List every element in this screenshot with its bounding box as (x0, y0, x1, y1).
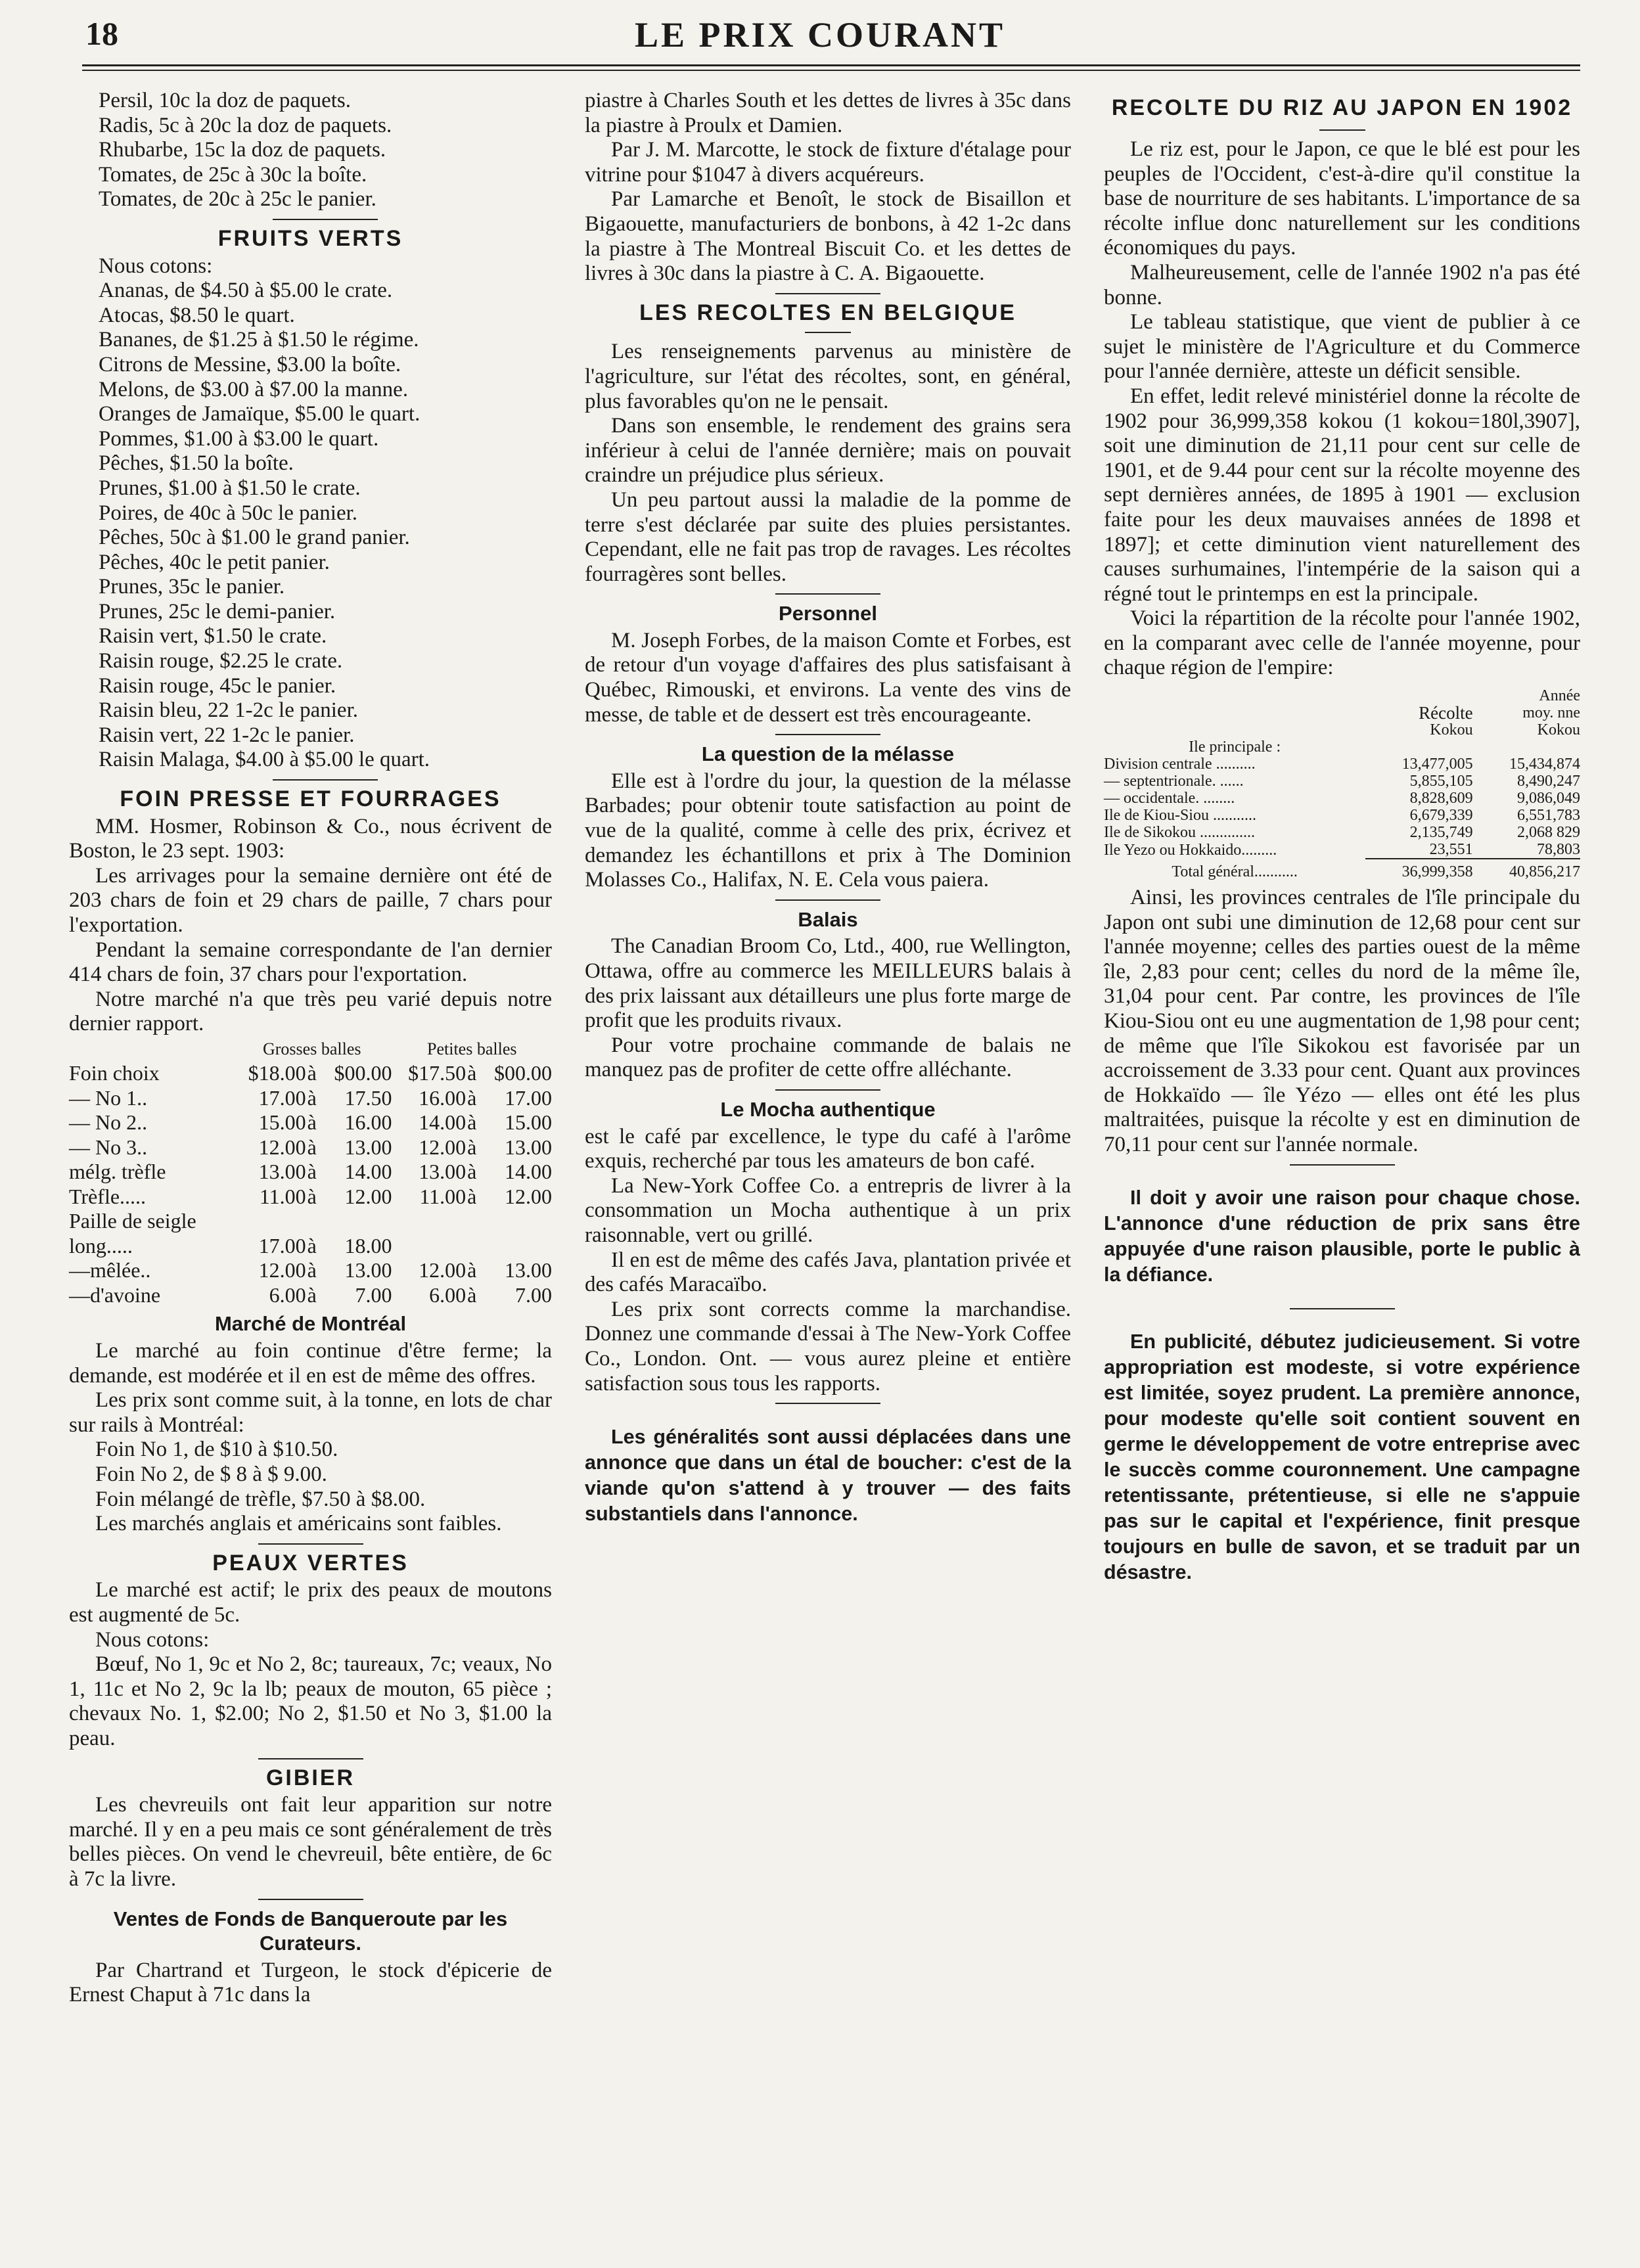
table-row (69, 1086, 552, 1111)
paragraph: Un peu partout aussi la maladie de la pomme de terre s'est déclarée par suite des pluies persistantes. Cependant, elle ne fait pas trop de ravages. Les récoltes fourragères sont belles. (585, 488, 1071, 586)
price-high (478, 1234, 552, 1259)
paragraph: Les prix sont corrects comme la marchandise. Donnez une commande d'essai à The New-York Coffee Co., London. Ont. — vous aurez pleine et entière satisfaction sous tous les rapports. (585, 1297, 1071, 1395)
foin-section (69, 787, 552, 2008)
paragraph: The Canadian Broom Co, Ltd., 400, rue Wellington, Ottawa, offre au commerce les MEILLEURS balais à des prix laissant aux détailleurs une plus forte marge de profit que les produits rivaux. (585, 934, 1071, 1033)
table-row (69, 1258, 552, 1283)
table-row (69, 1160, 552, 1185)
price-low: 11.00 (259, 1184, 306, 1208)
vegetable-list (99, 89, 552, 212)
column-1 (69, 89, 552, 2008)
region-label: Ile principale : (1189, 738, 1281, 756)
price-low: 11.00 (419, 1184, 467, 1208)
section-heading-gibier: GIBIER (265, 1765, 355, 1790)
table-row (69, 1185, 552, 1210)
paragraph: En effet, ledit relevé ministériel donne la récolte de 1902 pour 36,999,358 kokou (1 kokou=180l,3907], soit une diminution de 21,11 pour cent sur celle de 1901, et de 9.44 pour cent sur la récolte moyenne des sept dernières années, de 1895 à 1901 — exclusion faite pour les deux mauvaises années de 1898 et 1897]; et cette diminution vient naturellement des causes surhumaines, l'intempérie de la saison qui a régné tout le printemps en est la principale. (1104, 384, 1580, 606)
price-low: 12.00 (419, 1135, 467, 1159)
column-2 (585, 89, 1071, 1547)
table-row (69, 1135, 552, 1160)
separator (1290, 1308, 1395, 1309)
price-low: 13.00 (258, 1160, 306, 1184)
price-high: 12.00 (344, 1184, 392, 1208)
paragraph: Les arrivages pour la semaine dernière ont été de 203 chars de foin et 29 chars de paille, 7 chars pour l'exportation. (69, 863, 552, 937)
separator (258, 1543, 363, 1545)
row-label: —mêlée.. (69, 1258, 151, 1282)
header-rule-bottom (82, 70, 1580, 71)
table-header (69, 1037, 552, 1062)
region-label: — occidentale. ........ (1104, 790, 1235, 807)
price-low: 13.00 (419, 1160, 467, 1184)
list-item: Pêches, 40c le petit panier. (99, 550, 330, 574)
list-item: Foin mélangé de trèfle, $7.50 à $8.00. (95, 1487, 426, 1511)
region-value: 8,828,609 (1409, 790, 1473, 807)
list-item: Foin No 2, de $ 8 à $ 9.00. (95, 1463, 327, 1487)
price-high: 12.00 (505, 1184, 552, 1208)
section-heading-mocha: Le Mocha authentique (720, 1097, 936, 1121)
row-label: —d'avoine (69, 1282, 161, 1307)
page-number: 18 (85, 15, 118, 52)
table-total-row (1104, 859, 1580, 880)
table-row (1104, 790, 1580, 807)
to-word: à (307, 1061, 317, 1085)
separator (805, 332, 851, 333)
paragraph: Pendant la semaine correspondante de l'an dernier 414 chars de foin, 37 chars pour l'exportation. (69, 938, 552, 987)
paragraph: Il en est de même des cafés Java, plantation privée et des cafés Maracaïbo. (585, 1248, 1071, 1297)
to-word: à (307, 1085, 317, 1110)
paragraph: Les prix sont comme suit, à la tonne, en lots de char sur rails à Montréal: (69, 1388, 552, 1437)
price-high: 7.00 (355, 1282, 392, 1307)
row-label: — No 1.. (69, 1085, 148, 1110)
list-item: Ananas, de $4.50 à $5.00 le crate. (99, 279, 393, 303)
list-item: Atocas, $8.50 le quart. (99, 303, 295, 327)
hay-rows (69, 1061, 552, 1307)
list-item: Raisin bleu, 22 1-2c le panier. (99, 698, 358, 723)
paragraph: La New-York Coffee Co. a entrepris de livrer à la consommation un Mocha authentique à un prix raisonnable, vert ou grillé. (585, 1173, 1071, 1247)
price-high: $00.00 (334, 1061, 392, 1085)
unit-label: Kokou (1537, 721, 1580, 739)
list-item: Raisin Malaga, $4.00 à $5.00 le quart. (99, 748, 430, 772)
list-item: Poires, de 40c à 50c le panier. (99, 501, 358, 525)
table-row (1104, 841, 1580, 859)
list-item: Tomates, de 20c à 25c le panier. (99, 187, 376, 212)
separator (273, 219, 378, 220)
to-word: à (307, 1184, 317, 1208)
row-label: Foin choix (69, 1061, 160, 1085)
list-item: Foin No 1, de $10 à $10.50. (95, 1438, 338, 1462)
separator (273, 779, 378, 781)
paragraph: Voici la répartition de la récolte pour l'année 1902, en la comparant avec celle de l'année moyenne, pour chaque région de l'empire: (1104, 606, 1580, 680)
table-row (69, 1110, 552, 1135)
to-word: à (467, 1061, 477, 1085)
paragraph: Nous cotons: (95, 1627, 210, 1652)
list-item: Pêches, $1.50 la boîte. (99, 451, 294, 476)
separator (775, 1403, 880, 1404)
price-low: 6.00 (429, 1282, 467, 1307)
column-header: Année (1539, 687, 1580, 705)
table-row (1104, 773, 1580, 790)
region-label: — septentrionale. ...... (1104, 773, 1244, 790)
paragraph: Les chevreuils ont fait leur apparition sur notre marché. Il y en a peu mais ce sont généralement de très belles pièces. On vend le chevreuil, bête entière, de 6c à 7c la livre. (69, 1793, 552, 1891)
price-high: 14.00 (344, 1160, 392, 1184)
price-high (478, 1209, 552, 1234)
column-header: Petites balles (427, 1039, 517, 1058)
list-item: Prunes, $1.00 à $1.50 le crate. (99, 476, 361, 500)
total-value: 36,999,358 (1365, 859, 1472, 880)
section-heading-belgique: LES RECOLTES EN BELGIQUE (639, 300, 1016, 325)
price-high: 18.00 (344, 1233, 392, 1258)
table-row (69, 1234, 552, 1259)
separator (1290, 1164, 1395, 1166)
table-header (1104, 687, 1580, 704)
section-heading-riz: RECOLTE DU RIZ AU JAPON EN 1902 (1111, 95, 1573, 120)
to-word: à (467, 1085, 477, 1110)
list-item: Raisin rouge, $2.25 le crate. (99, 649, 343, 673)
table-row (1104, 807, 1580, 824)
list-item: Prunes, 25c le demi-panier. (99, 599, 336, 624)
paragraph: Le riz est, pour le Japon, ce que le blé est pour les peuples de l'Occident, c'est-à-dire qu'il constitue la base de nourriture de ses habitants. L'importance de sa récolte influe donc naturellement sur les conditions économiques du pays. (1104, 137, 1580, 260)
list-item: Melons, de $3.00 à $7.00 la manne. (99, 377, 409, 401)
paragraph: MM. Hosmer, Robinson & Co., nous écrivent de Boston, le 23 sept. 1903: (69, 814, 552, 863)
price-high: 7.00 (515, 1282, 552, 1307)
row-label: — No 2.. (69, 1110, 148, 1135)
separator (775, 1089, 880, 1091)
column-header: moy. nne (1522, 704, 1580, 722)
price-low: $18.00 (248, 1061, 306, 1085)
row-label: mélg. trèfle (69, 1160, 166, 1184)
column-3 (1104, 89, 1580, 1606)
price-low: 12.00 (258, 1135, 306, 1159)
paragraph: Notre marché n'a que très peu varié depuis notre dernier rapport. (69, 987, 552, 1036)
separator (1319, 129, 1365, 131)
region-value: 5,855,105 (1409, 773, 1473, 790)
paragraph: Dans son ensemble, le rendement des grains sera inférieur à celui de l'année dernière; mais on pouvait craindre un préjudice plus sérieux. (585, 414, 1071, 488)
column-header: Récolte (1419, 703, 1473, 723)
region-value: 23,551 (1429, 841, 1473, 859)
region-value: 2,135,749 (1409, 824, 1473, 842)
to-word: à (467, 1110, 477, 1135)
section-heading-personnel: Personnel (779, 602, 877, 625)
price-high: 15.00 (505, 1110, 552, 1135)
row-label: long..... (69, 1233, 133, 1258)
price-high: 13.00 (505, 1135, 552, 1159)
row-label: Paille de seigle (69, 1209, 196, 1233)
list-item: Prunes, 35c le panier. (99, 575, 285, 599)
list-item: Bananes, de $1.25 à $1.50 le régime. (99, 328, 419, 352)
paragraph: Par Chartrand et Turgeon, le stock d'épicerie de Ernest Chaput à 71c dans la (69, 1958, 552, 2007)
table-row (69, 1061, 552, 1086)
hay-price-table (69, 1037, 552, 1308)
list-item: Citrons de Messine, $3.00 la boîte. (99, 352, 401, 376)
list-item: Radis, 5c à 20c la doz de paquets. (99, 113, 392, 137)
section-heading-balais: Balais (798, 907, 858, 931)
list-item: Oranges de Jamaïque, $5.00 le quart. (99, 402, 421, 426)
paragraph: Le marché au foin continue d'être ferme; la demande, est modérée et il en est de même des offres. (69, 1339, 552, 1388)
price-low: 14.00 (419, 1110, 467, 1135)
paragraph: Elle est à l'ordre du jour, la question de la mélasse Barbades; pour obtenir toute satisfaction au point de vue de la qualité, comme à celle des prix, écrivez et demandez les échantillons et prix à The Dominion Molasses Co., Halifax, N. E. Cela vous paiera. (585, 769, 1071, 892)
price-high: 13.00 (344, 1135, 392, 1159)
column-header: Grosses balles (263, 1039, 361, 1058)
list-item: Pêches, 50c à $1.00 le grand panier. (99, 526, 410, 550)
header-rule-top (82, 64, 1580, 66)
unit-label: Kokou (1430, 721, 1473, 739)
rice-table (1104, 687, 1580, 880)
paragraph: piastre à Charles South et les dettes de livres à 35c dans la piastre à Proulx et Damien. (585, 89, 1071, 137)
region-value: 15,434,874 (1509, 756, 1580, 773)
price-high (318, 1209, 392, 1234)
row-label: — No 3.. (69, 1135, 148, 1159)
list-item: Pommes, $1.00 à $3.00 le quart. (99, 426, 379, 451)
separator (775, 293, 880, 294)
to-word: à (307, 1135, 317, 1159)
price-high: 16.00 (344, 1110, 392, 1135)
price-high: 17.50 (344, 1085, 392, 1110)
region-label: Ile de Kiou-Siou ........... (1104, 807, 1256, 825)
table-header (1104, 704, 1580, 721)
rice-rows (1104, 738, 1580, 859)
region-label: Division centrale .......... (1104, 756, 1256, 773)
separator (258, 1758, 363, 1759)
separator (775, 734, 880, 735)
paragraph: Bœuf, No 1, 9c et No 2, 8c; taureaux, 7c; veaux, No 1, 11c et No 2, 9c la lb; peaux de mouton, 65 pièce ; chevaux No. 1, $2.00; No 2, $1.50 et No 3, $1.00 la peau. (69, 1652, 552, 1750)
price-low: 17.00 (258, 1233, 306, 1258)
to-word: à (307, 1233, 317, 1258)
section-heading-montreal: Marché de Montréal (214, 1312, 407, 1336)
region-value: 6,551,783 (1517, 807, 1580, 825)
section-heading-ventes: Ventes de Fonds de Banqueroute par les Curateurs. (113, 1907, 508, 1955)
region-value (1365, 738, 1472, 756)
fruits-list (99, 279, 552, 773)
price-low: $17.50 (408, 1061, 467, 1085)
region-value: 8,490,247 (1517, 773, 1580, 790)
price-high: 13.00 (344, 1258, 392, 1282)
to-word: à (307, 1282, 317, 1307)
separator (775, 899, 880, 901)
paragraph: Le marché est actif; le prix des peaux de moutons est augmenté de 5c. (69, 1578, 552, 1627)
paragraph: Par Lamarche et Benoît, le stock de Bisaillon et Bigaouette, manufacturiers de bonbons, à 42 1-2c dans la piastre à The Montreal Biscuit Co. et les dettes de livres à 30c dans la piastre à C. A. Bigaouette. (585, 187, 1071, 286)
to-word: à (467, 1282, 477, 1307)
paragraph: Les renseignements parvenus au ministère de l'agriculture, sur l'état des récoltes, sont, en général, plus favorables qu'on ne le pensait. (585, 340, 1071, 413)
price-high: 17.00 (505, 1085, 552, 1110)
ad-raison: Il doit y avoir une raison pour chaque chose. L'annonce d'une réduction de prix sans être appuyée d'une raison plausible, porte le public à la défiance. (1104, 1187, 1580, 1286)
intro-text: Nous cotons: (99, 254, 213, 278)
to-word: à (467, 1258, 477, 1282)
section-heading-foin: FOIN PRESSE ET FOURRAGES (120, 786, 501, 812)
region-value: 13,477,005 (1401, 756, 1473, 773)
price-low: 15.00 (258, 1110, 306, 1135)
price-high: 14.00 (505, 1160, 552, 1184)
region-value: 9,086,049 (1517, 790, 1580, 807)
section-heading-fruits: FRUITS VERTS (217, 225, 403, 251)
paragraph: M. Joseph Forbes, de la maison Comte et Forbes, est de retour d'un voyage d'affaires des plus satisfaisant à Québec, Rimouski, et environs. La vente des vins de messe, de table et de dessert est très encourageante. (585, 628, 1071, 727)
paragraph: Le tableau statistique, que vient de publier à ce sujet le ministère de l'Agriculture et du Commerce pour l'année dernière, atteste un déficit sensible. (1104, 310, 1580, 384)
region-label: Ile Yezo ou Hokkaido......... (1104, 841, 1277, 859)
paragraph: Pour votre prochaine commande de balais ne manquez pas de profiter de cette offre alléchante. (585, 1033, 1071, 1082)
price-low: 12.00 (258, 1258, 306, 1282)
table-row (69, 1283, 552, 1308)
list-item: Raisin rouge, 45c le panier. (99, 673, 336, 698)
paragraph: Ainsi, les provinces centrales de l'île principale du Japon ont subi une diminution de 12,68 pour cent sur l'année moyenne; celles des parties ouest de la même île, 2,83 pour cent; celles du nord de la même île, 31,04 pour cent. Par contre, les provinces de l'île Kiou-Siou ont eu une augmentation de 1,98 pour cent; de même que l'île Sikokou est favorisée par un accroissement de 3.33 pour cent. Quant aux provinces de Hokkaïdo — île Yézo — elles ont été les plus maltraitées, puisque la récolte y est en diminution de 70,11 pour cent sur l'année normale. (1104, 886, 1580, 1156)
list-item: Tomates, de 25c à 30c la boîte. (99, 162, 367, 187)
to-word: à (307, 1110, 317, 1135)
row-label: Trèfle..... (69, 1184, 147, 1208)
to-word (306, 1209, 318, 1234)
to-word: à (307, 1258, 317, 1282)
to-word (466, 1209, 478, 1234)
to-word: à (467, 1135, 477, 1159)
price-high: $00.00 (494, 1061, 552, 1085)
region-value (1473, 738, 1580, 756)
total-label: Total général........... (1172, 863, 1298, 880)
ad-boucher: Les généralités sont aussi déplacées dans une annonce que dans un étal de boucher: c'est de la viande qu'on s'attend à y trouver — des faits substantiels dans l'annonce. (585, 1425, 1071, 1525)
list-item: Raisin vert, 22 1-2c le panier. (99, 723, 355, 747)
to-word: à (467, 1184, 477, 1208)
region-value: 2,068 829 (1517, 824, 1580, 842)
paragraph: est le café par excellence, le type du café à l'arôme exquis, recherché par tous les amateurs de bon café. (585, 1124, 1071, 1173)
table-row (69, 1209, 552, 1234)
price-low (392, 1209, 466, 1234)
price-low (232, 1209, 306, 1234)
price-low: 16.00 (419, 1085, 467, 1110)
separator (775, 593, 880, 595)
to-word (466, 1234, 478, 1259)
list-item: Rhubarbe, 15c la doz de paquets. (99, 138, 386, 162)
separator (258, 1899, 363, 1900)
price-low: 12.00 (419, 1258, 467, 1282)
paragraph: Par J. M. Marcotte, le stock de fixture d'étalage pour vitrine pour $1047 à divers acquéreurs. (585, 138, 1071, 187)
paragraph: Malheureusement, celle de l'année 1902 n'a pas été bonne. (1104, 260, 1580, 309)
price-high: 13.00 (505, 1258, 552, 1282)
table-row (1104, 824, 1580, 841)
to-word: à (467, 1160, 477, 1184)
list-item: Persil, 10c la doz de paquets. (99, 89, 351, 112)
region-value: 78,803 (1537, 841, 1580, 859)
table-row (1104, 756, 1580, 773)
section-heading-peaux: PEAUX VERTES (212, 1550, 409, 1576)
page-title: LE PRIX COURANT (634, 15, 1006, 55)
section-heading-melasse: La question de la mélasse (701, 742, 955, 766)
price-low: 6.00 (269, 1282, 306, 1307)
total-value: 40,856,217 (1473, 859, 1580, 880)
to-word: à (307, 1160, 317, 1184)
price-low (392, 1234, 466, 1259)
table-row (1104, 738, 1580, 756)
price-low: 17.00 (258, 1085, 306, 1110)
table-header (1104, 721, 1580, 738)
paragraph: Les marchés anglais et américains sont faibles. (95, 1512, 502, 1536)
region-label: Ile de Sikokou .............. (1104, 824, 1255, 842)
list-item: Raisin vert, $1.50 le crate. (99, 624, 327, 648)
ad-publicite: En publicité, débutez judicieusement. Si votre appropriation est modeste, si votre expérience est limitée, soyez prudent. La première annonce, pour modeste qu'elle soit contient souvent en germe le développement de votre entreprise avec le succès comme couronnement. Une campagne retentissante, prétentieuse, si elle ne s'appuie pas sur le capital et l'expérience, finit presque toujours en bulle de savon, et se traduit par un désastre. (1104, 1330, 1580, 1584)
region-value: 6,679,339 (1409, 807, 1473, 825)
